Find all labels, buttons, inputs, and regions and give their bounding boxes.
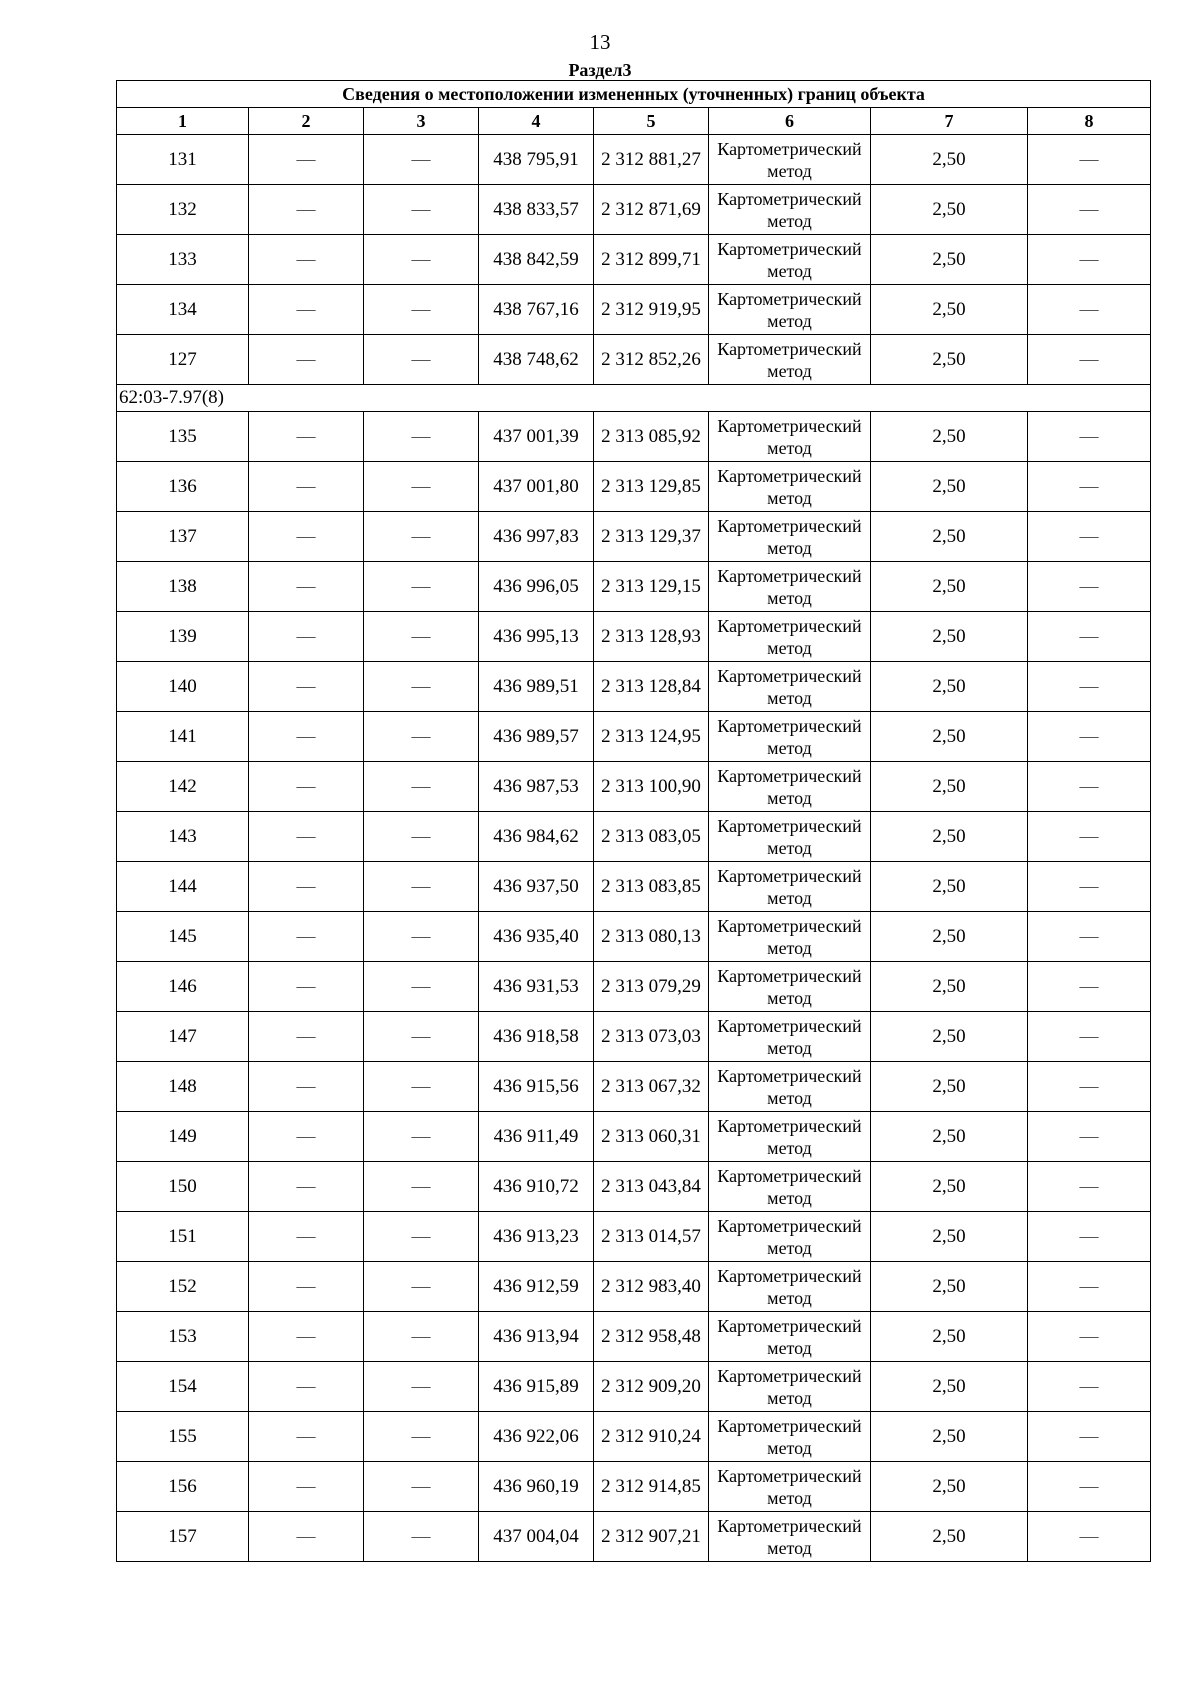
table-cell: 2 313 129,85	[594, 462, 709, 512]
table-row	[117, 562, 1151, 612]
table-cell: Картометрический метод	[709, 862, 871, 912]
table-cell: —	[364, 712, 479, 762]
table-cell: —	[364, 1062, 479, 1112]
table-cell: 2 313 067,32	[594, 1062, 709, 1112]
table-cell: —	[364, 335, 479, 385]
table-cell: 136	[117, 462, 249, 512]
table-cell: 135	[117, 412, 249, 462]
table-cell: —	[1028, 412, 1151, 462]
table-row	[117, 762, 1151, 812]
table-cell: —	[1028, 1312, 1151, 1362]
table-cell: —	[249, 512, 364, 562]
table-cell: Картометрический метод	[709, 962, 871, 1012]
table-cell: 2,50	[871, 1162, 1028, 1212]
table-cell: —	[249, 1012, 364, 1062]
table-cell: 2,50	[871, 235, 1028, 285]
table-cell: —	[364, 862, 479, 912]
table-cell: Картометрический метод	[709, 1362, 871, 1412]
table-cell: 154	[117, 1362, 249, 1412]
table-cell: —	[364, 135, 479, 185]
table-cell: 2 312 919,95	[594, 285, 709, 335]
table-cell: 150	[117, 1162, 249, 1212]
table-cell: 2,50	[871, 762, 1028, 812]
table-cell: 134	[117, 285, 249, 335]
table-row	[117, 662, 1151, 712]
table-cell: Картометрический метод	[709, 1412, 871, 1462]
table-row	[117, 135, 1151, 185]
table-cell: Картометрический метод	[709, 912, 871, 962]
table-cell: —	[1028, 612, 1151, 662]
table-cell: —	[364, 1512, 479, 1562]
table-cell: 2,50	[871, 812, 1028, 862]
table-row	[117, 235, 1151, 285]
table-cell: 2,50	[871, 135, 1028, 185]
table-cell: —	[249, 1162, 364, 1212]
table-cell: —	[249, 1462, 364, 1512]
table-row	[117, 1112, 1151, 1162]
table-cell: —	[364, 1262, 479, 1312]
column-header: 8	[1028, 108, 1151, 135]
column-header: 1	[117, 108, 249, 135]
table-cell: 2,50	[871, 1112, 1028, 1162]
table-cell: 2 312 909,20	[594, 1362, 709, 1412]
table-cell: 2 312 910,24	[594, 1412, 709, 1462]
table-row	[117, 412, 1151, 462]
table-cell: —	[1028, 1212, 1151, 1262]
table-cell: —	[364, 462, 479, 512]
table-cell: —	[249, 335, 364, 385]
table-cell: Картометрический метод	[709, 562, 871, 612]
table-cell: Картометрический метод	[709, 1312, 871, 1362]
table-cell: 2,50	[871, 1262, 1028, 1312]
table-cell: 2,50	[871, 462, 1028, 512]
table-row	[117, 285, 1151, 335]
table-cell: 436 996,05	[479, 562, 594, 612]
column-header: 3	[364, 108, 479, 135]
table-row	[117, 1012, 1151, 1062]
table-cell: 2,50	[871, 1062, 1028, 1112]
table-row	[117, 862, 1151, 912]
table-cell: 142	[117, 762, 249, 812]
table-cell: 437 001,80	[479, 462, 594, 512]
table-cell: —	[1028, 712, 1151, 762]
table-cell: —	[364, 612, 479, 662]
table-cell: 2 312 871,69	[594, 185, 709, 235]
table-cell: 147	[117, 1012, 249, 1062]
table-cell: Картометрический метод	[709, 1062, 871, 1112]
table-cell: —	[364, 1362, 479, 1412]
table-cell: —	[364, 1212, 479, 1262]
column-header: 6	[709, 108, 871, 135]
table-cell: —	[249, 712, 364, 762]
table-cell: —	[1028, 235, 1151, 285]
table-row	[117, 912, 1151, 962]
table-cell: —	[1028, 335, 1151, 385]
table-cell: 2 313 128,93	[594, 612, 709, 662]
table-row	[117, 335, 1151, 385]
table-row	[117, 812, 1151, 862]
table-cell: —	[1028, 512, 1151, 562]
table-cell: —	[249, 662, 364, 712]
page-number: 13	[589, 30, 611, 54]
table-cell: 436 987,53	[479, 762, 594, 812]
table-cell: —	[364, 912, 479, 962]
table-cell: 2,50	[871, 1312, 1028, 1362]
table-cell: —	[364, 662, 479, 712]
table-cell: 2 313 080,13	[594, 912, 709, 962]
boundary-coordinates-table	[116, 80, 1151, 1562]
table-cell: —	[1028, 562, 1151, 612]
table-cell: 2,50	[871, 335, 1028, 385]
table-cell: —	[249, 562, 364, 612]
table-cell: 153	[117, 1312, 249, 1362]
table-cell: —	[364, 562, 479, 612]
table-cell: 156	[117, 1462, 249, 1512]
table-cell: 137	[117, 512, 249, 562]
table-cell: Картометрический метод	[709, 1512, 871, 1562]
table-cell: —	[1028, 912, 1151, 962]
table-cell: 436 997,83	[479, 512, 594, 562]
table-cell: 436 913,23	[479, 1212, 594, 1262]
table-cell: —	[249, 1312, 364, 1362]
table-cell: Картометрический метод	[709, 512, 871, 562]
table-cell: —	[1028, 1112, 1151, 1162]
table-cell: 2 313 073,03	[594, 1012, 709, 1062]
table-cell: 2 312 881,27	[594, 135, 709, 185]
table-cell: —	[249, 862, 364, 912]
table-cell: 438 833,57	[479, 185, 594, 235]
table-cell: 2 313 085,92	[594, 412, 709, 462]
group-label: 62:03-7.97(8)	[117, 385, 1151, 412]
table-cell: 139	[117, 612, 249, 662]
table-cell: 2 313 129,37	[594, 512, 709, 562]
table-cell: —	[1028, 1512, 1151, 1562]
table-cell: Картометрический метод	[709, 462, 871, 512]
column-header: 2	[249, 108, 364, 135]
table-cell: 2,50	[871, 285, 1028, 335]
table-cell: Картометрический метод	[709, 285, 871, 335]
table-cell: —	[249, 1112, 364, 1162]
table-row	[117, 1212, 1151, 1262]
table-cell: 140	[117, 662, 249, 712]
table-row	[117, 1162, 1151, 1212]
table-cell: 2 313 083,05	[594, 812, 709, 862]
column-header: 7	[871, 108, 1028, 135]
table-cell: —	[1028, 185, 1151, 235]
table-cell: 436 912,59	[479, 1262, 594, 1312]
table-cell: —	[1028, 135, 1151, 185]
table-cell: Картометрический метод	[709, 812, 871, 862]
table-cell: 2,50	[871, 1212, 1028, 1262]
table-cell: 2 312 914,85	[594, 1462, 709, 1512]
table-cell: —	[1028, 762, 1151, 812]
table-cell: —	[364, 962, 479, 1012]
table-cell: 2,50	[871, 512, 1028, 562]
table-cell: 2,50	[871, 1012, 1028, 1062]
table-cell: 436 960,19	[479, 1462, 594, 1512]
table-cell: —	[249, 1062, 364, 1112]
table-cell: Картометрический метод	[709, 412, 871, 462]
table-cell: 2,50	[871, 185, 1028, 235]
table-cell: Картометрический метод	[709, 335, 871, 385]
table-cell: Картометрический метод	[709, 1162, 871, 1212]
table-cell: —	[364, 1112, 479, 1162]
table-cell: 143	[117, 812, 249, 862]
table-cell: —	[1028, 1162, 1151, 1212]
table-cell: —	[249, 235, 364, 285]
table-caption: Сведения о местоположении измененных (уточненных) границ объекта	[117, 81, 1151, 108]
table-cell: —	[1028, 285, 1151, 335]
table-cell: —	[1028, 962, 1151, 1012]
table-cell: —	[249, 185, 364, 235]
table-cell: —	[249, 812, 364, 862]
column-header: 5	[594, 108, 709, 135]
table-cell: —	[1028, 662, 1151, 712]
table-cell: Картометрический метод	[709, 1212, 871, 1262]
table-cell: 149	[117, 1112, 249, 1162]
table-cell: 438 767,16	[479, 285, 594, 335]
table-row	[117, 1412, 1151, 1462]
table-cell: 2,50	[871, 1512, 1028, 1562]
table-cell: 2,50	[871, 912, 1028, 962]
table-cell: 436 989,51	[479, 662, 594, 712]
table-cell: 2 313 043,84	[594, 1162, 709, 1212]
table-cell: —	[249, 135, 364, 185]
table-row	[117, 1462, 1151, 1512]
table-cell: —	[364, 1012, 479, 1062]
table-cell: 436 931,53	[479, 962, 594, 1012]
table-cell: 2 312 958,48	[594, 1312, 709, 1362]
table-cell: 2 312 983,40	[594, 1262, 709, 1312]
table-cell: Картометрический метод	[709, 662, 871, 712]
table-cell: 151	[117, 1212, 249, 1262]
table-cell: 2 313 060,31	[594, 1112, 709, 1162]
table-cell: 436 935,40	[479, 912, 594, 962]
column-header-row	[117, 108, 1151, 135]
section-title: Раздел3	[568, 60, 632, 80]
table-cell: 2 313 129,15	[594, 562, 709, 612]
table-cell: 146	[117, 962, 249, 1012]
table-cell: 138	[117, 562, 249, 612]
table-cell: —	[364, 185, 479, 235]
table-cell: —	[364, 285, 479, 335]
table-cell: 2 312 852,26	[594, 335, 709, 385]
table-row	[117, 512, 1151, 562]
table-row	[117, 1262, 1151, 1312]
table-cell: 2,50	[871, 712, 1028, 762]
table-cell: Картометрический метод	[709, 185, 871, 235]
table-cell: 436 918,58	[479, 1012, 594, 1062]
table-cell: 2,50	[871, 562, 1028, 612]
table-cell: 148	[117, 1062, 249, 1112]
table-cell: 438 795,91	[479, 135, 594, 185]
table-cell: 2,50	[871, 1412, 1028, 1462]
table-cell: Картометрический метод	[709, 762, 871, 812]
table-cell: 2 313 124,95	[594, 712, 709, 762]
table-cell: 2 313 083,85	[594, 862, 709, 912]
table-cell: —	[1028, 1262, 1151, 1312]
table-row	[117, 712, 1151, 762]
table-cell: 436 913,94	[479, 1312, 594, 1362]
table-cell: 155	[117, 1412, 249, 1462]
table-cell: 2,50	[871, 662, 1028, 712]
table-cell: 436 911,49	[479, 1112, 594, 1162]
table-cell: 2 312 899,71	[594, 235, 709, 285]
table-cell: —	[249, 1212, 364, 1262]
table-cell: 436 937,50	[479, 862, 594, 912]
table-cell: 436 984,62	[479, 812, 594, 862]
group-label-row	[117, 385, 1151, 412]
table-cell: —	[249, 462, 364, 512]
table-cell: 438 748,62	[479, 335, 594, 385]
table-row	[117, 462, 1151, 512]
table-cell: 132	[117, 185, 249, 235]
table-cell: 2,50	[871, 1462, 1028, 1512]
table-cell: —	[249, 285, 364, 335]
table-cell: —	[1028, 812, 1151, 862]
table-cell: 2 313 014,57	[594, 1212, 709, 1262]
table-cell: 2,50	[871, 412, 1028, 462]
table-cell: 436 989,57	[479, 712, 594, 762]
table-cell: —	[1028, 862, 1151, 912]
table-cell: 437 004,04	[479, 1512, 594, 1562]
table-row	[117, 185, 1151, 235]
table-cell: —	[1028, 1462, 1151, 1512]
table-row	[117, 1512, 1151, 1562]
table-cell: —	[1028, 462, 1151, 512]
table-cell: —	[364, 412, 479, 462]
table-row	[117, 612, 1151, 662]
table-cell: —	[364, 512, 479, 562]
table-cell: —	[364, 812, 479, 862]
table-cell: Картометрический метод	[709, 612, 871, 662]
table-row	[117, 1312, 1151, 1362]
table-cell: —	[249, 762, 364, 812]
table-cell: 2,50	[871, 962, 1028, 1012]
table-cell: Картометрический метод	[709, 712, 871, 762]
table-cell: 436 922,06	[479, 1412, 594, 1462]
table-cell: Картометрический метод	[709, 235, 871, 285]
table-cell: 437 001,39	[479, 412, 594, 462]
table-cell: —	[1028, 1012, 1151, 1062]
table-cell: 141	[117, 712, 249, 762]
table-cell: —	[1028, 1062, 1151, 1112]
table-cell: 152	[117, 1262, 249, 1312]
table-cell: 127	[117, 335, 249, 385]
table-cell: —	[249, 412, 364, 462]
table-cell: 145	[117, 912, 249, 962]
table-cell: —	[249, 1262, 364, 1312]
table-cell: Картометрический метод	[709, 1262, 871, 1312]
table-cell: —	[364, 1462, 479, 1512]
table-cell: —	[364, 1412, 479, 1462]
table-cell: 2 313 100,90	[594, 762, 709, 812]
table-cell: 436 910,72	[479, 1162, 594, 1212]
table-cell: —	[249, 1512, 364, 1562]
table-cell: —	[249, 1412, 364, 1462]
table-cell: —	[249, 912, 364, 962]
table-cell: —	[249, 962, 364, 1012]
table-cell: 133	[117, 235, 249, 285]
table-body	[117, 135, 1151, 1562]
table-row	[117, 1062, 1151, 1112]
table-cell: —	[364, 762, 479, 812]
column-header: 4	[479, 108, 594, 135]
table-cell: Картометрический метод	[709, 1112, 871, 1162]
table-cell: 2 312 907,21	[594, 1512, 709, 1562]
table-cell: —	[1028, 1362, 1151, 1412]
table-cell: Картометрический метод	[709, 1462, 871, 1512]
table-cell: 2,50	[871, 1362, 1028, 1412]
table-cell: 2,50	[871, 862, 1028, 912]
table-cell: 438 842,59	[479, 235, 594, 285]
table-cell: 436 915,89	[479, 1362, 594, 1412]
table-cell: Картометрический метод	[709, 135, 871, 185]
table-cell: —	[249, 1362, 364, 1412]
table-cell: —	[364, 235, 479, 285]
table-cell: —	[249, 612, 364, 662]
table-cell: 2 313 128,84	[594, 662, 709, 712]
table-cell: 144	[117, 862, 249, 912]
table-row	[117, 1362, 1151, 1412]
table-cell: —	[364, 1312, 479, 1362]
table-row	[117, 962, 1151, 1012]
table-cell: 2,50	[871, 612, 1028, 662]
table-cell: 436 915,56	[479, 1062, 594, 1112]
table-cell: —	[1028, 1412, 1151, 1462]
table-cell: —	[364, 1162, 479, 1212]
table-cell: 2 313 079,29	[594, 962, 709, 1012]
table-cell: 157	[117, 1512, 249, 1562]
table-cell: 436 995,13	[479, 612, 594, 662]
table-cell: 131	[117, 135, 249, 185]
table-cell: Картометрический метод	[709, 1012, 871, 1062]
